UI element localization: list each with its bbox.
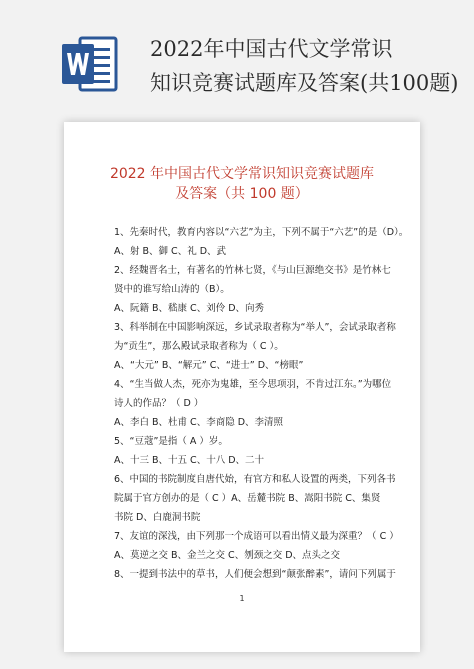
- question-line: A、阮籍 B、嵇康 C、刘伶 D、向秀: [114, 303, 265, 314]
- question-line: 院属于官方创办的是（ C ）A、岳麓书院 B、嵩阳书院 C、集贤: [114, 493, 381, 504]
- word-document-icon: [62, 34, 118, 94]
- question-line: 1、先秦时代，教育内容以“六艺”为主，下列不属于“六艺”的是（D）。: [114, 227, 409, 238]
- question-line: A、李白 B、杜甫 C、李商隐 D、李清照: [114, 417, 284, 428]
- question-line: A、莫逆之交 B、金兰之交 C、刎颈之交 D、点头之交: [114, 550, 341, 561]
- question-line: 书院 D、白鹿洞书院: [114, 512, 201, 523]
- page-title-line-1: 2022 年中国古代文学常识知识竞赛试题库: [109, 166, 375, 182]
- question-line: 4、“生当做人杰，死亦为鬼雄，至今思项羽，不肯过江东。”为哪位: [114, 379, 392, 390]
- document-title-line-1: 2022年中国古代文学常识: [150, 37, 393, 61]
- page-title-line-2: 及答案（共 100 题）: [175, 186, 309, 202]
- document-page: [64, 122, 420, 652]
- page-title: [64, 164, 420, 204]
- question-line: A、十三 B、十五 C、十八 D、二十: [114, 455, 265, 466]
- question-line: 诗人的作品？（ D ）: [114, 398, 204, 409]
- question-line: 5、“豆蔻”是指（ A ）岁。: [114, 436, 228, 447]
- question-line: 8、一提到书法中的草书，人们便会想到“颠张醉素”，请问下列属于: [114, 569, 396, 580]
- page-number: 1: [239, 594, 245, 603]
- question-line: 2、经魏晋名士，有著名的竹林七贤，《与山巨源绝交书》是竹林七: [114, 265, 391, 276]
- question-line: 贤中的谁写给山涛的（B）。: [114, 284, 230, 295]
- document-title: [150, 32, 468, 100]
- document-title-line-2: 知识竞赛试题库及答案(共100题): [150, 71, 459, 95]
- question-line: A、“大元” B、“解元” C、“进士” D、“榜眼”: [114, 360, 304, 371]
- question-line: A、射 B、御 C、礼 D、武: [114, 246, 227, 257]
- question-line: 6、中国的书院制度自唐代始，有官方和私人设置的两类，下列各书: [114, 474, 396, 485]
- question-line: 3、科举制在中国影响深远，乡试录取者称为“举人”，会试录取者称: [114, 322, 396, 333]
- question-line: 7、友谊的深浅，由下列那一个成语可以看出情义最为深重？（ C ）: [114, 531, 399, 542]
- header: [0, 0, 474, 120]
- question-line: 为“贡生”，那么殿试录取者称为（ C ）。: [114, 341, 284, 352]
